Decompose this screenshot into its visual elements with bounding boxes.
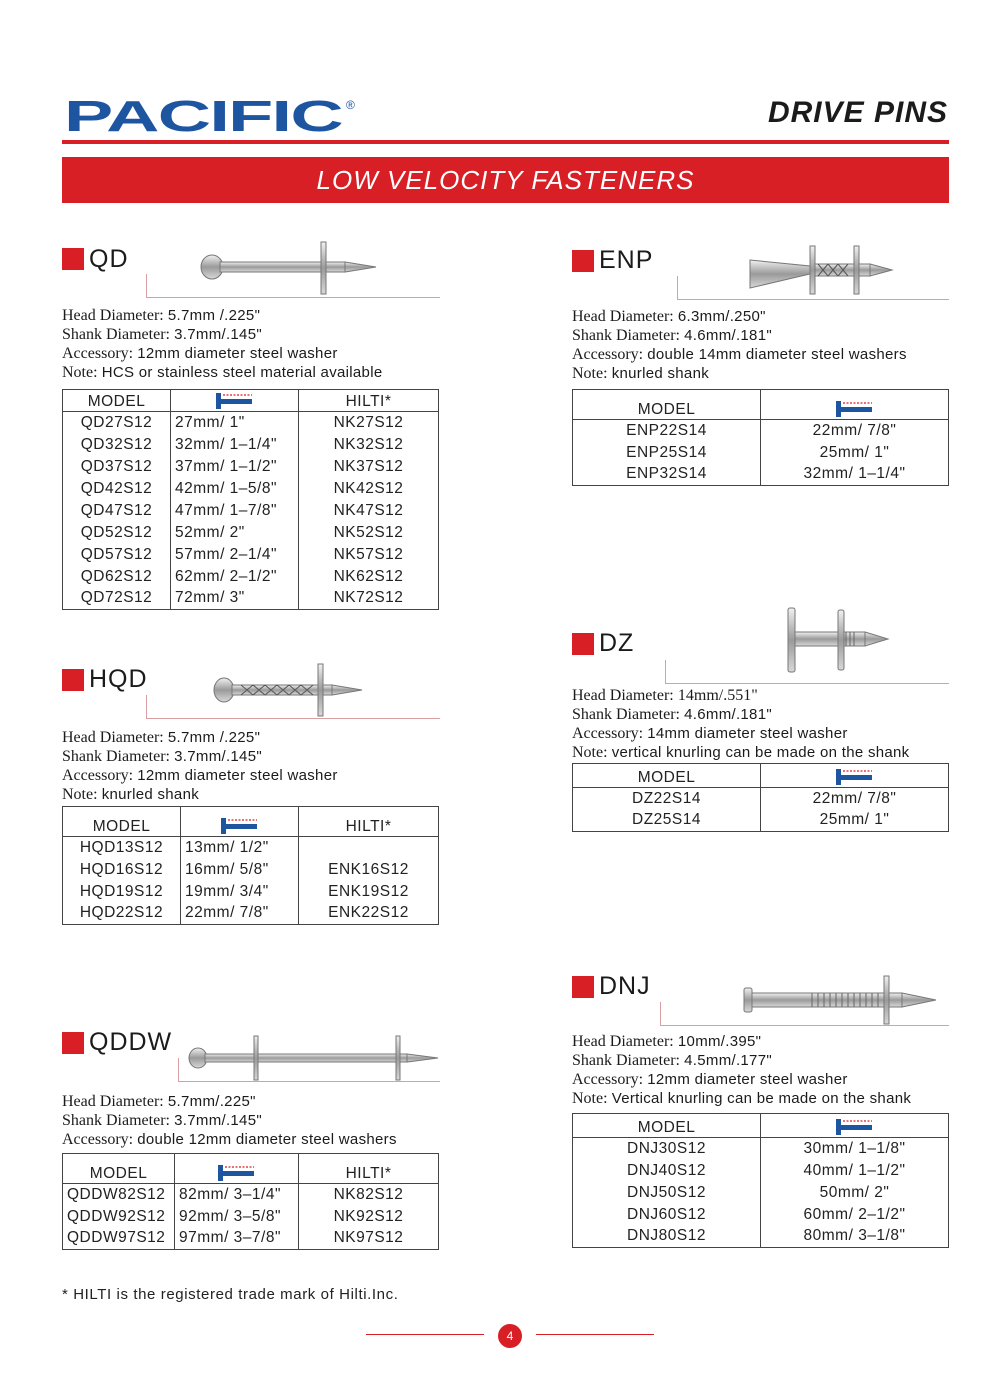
table-row [63, 859, 439, 881]
table-cell: 52mm/ 2" [171, 522, 299, 544]
section-title-dz: DZ [599, 629, 635, 657]
enp-pin-image [748, 242, 896, 298]
table-row [573, 464, 949, 486]
table-cell: 62mm/ 2–1/2" [171, 566, 299, 588]
table-row [63, 522, 439, 544]
table-row [63, 1184, 439, 1206]
table-cell: HQD16S12 [63, 859, 181, 881]
table-cell: HQD19S12 [63, 881, 181, 903]
table-cell: 97mm/ 3–7/8" [175, 1228, 299, 1250]
table-cell: 82mm/ 3–1/4" [175, 1184, 299, 1206]
col-hilti: HILTI* [299, 807, 439, 837]
section-title-enp: ENP [599, 246, 654, 274]
section-title-hqd: HQD [89, 665, 148, 693]
section-marker [62, 669, 84, 691]
pin-length-icon [834, 399, 876, 419]
table-cell: 40mm/ 1–1/2" [761, 1160, 949, 1182]
section-marker [62, 248, 84, 270]
col-length [761, 1114, 949, 1138]
col-model: MODEL [573, 1114, 761, 1138]
table-cell: QDDW82S12 [63, 1184, 175, 1206]
table-row [63, 837, 439, 859]
table-row [63, 881, 439, 903]
table-row [63, 1228, 439, 1250]
enp-table [572, 389, 949, 486]
table-row [63, 544, 439, 566]
table-cell: HQD22S12 [63, 903, 181, 925]
hqd-pin-image [213, 662, 365, 718]
hqd-table [62, 806, 439, 925]
table-cell: 25mm/ 1" [761, 442, 949, 464]
table-row [63, 903, 439, 925]
section-marker [572, 250, 594, 272]
table-cell: 13mm/ 1/2" [181, 837, 299, 859]
qd-pin-image [200, 240, 380, 296]
section-marker [572, 633, 594, 655]
section-marker [572, 976, 594, 998]
table-cell: 60mm/ 2–1/2" [761, 1204, 949, 1226]
qddw-pin-image [188, 1034, 440, 1082]
table-cell: NK57S12 [299, 544, 439, 566]
table-cell: 32mm/ 1–1/4" [171, 434, 299, 456]
table-cell: NK82S12 [299, 1184, 439, 1206]
table-row [573, 810, 949, 832]
table-row [63, 478, 439, 500]
table-cell: 30mm/ 1–1/8" [761, 1138, 949, 1160]
table-cell: ENK22S12 [299, 903, 439, 925]
table-row [63, 1206, 439, 1228]
table-cell: HQD13S12 [63, 837, 181, 859]
table-cell: 57mm/ 2–1/4" [171, 544, 299, 566]
pin-length-icon [216, 1163, 258, 1183]
table-row [573, 1160, 949, 1182]
table-row [573, 1204, 949, 1226]
table-cell: QD57S12 [63, 544, 171, 566]
table-cell: 32mm/ 1–1/4" [761, 464, 949, 486]
col-hilti: HILTI* [299, 390, 439, 412]
col-model: MODEL [63, 807, 181, 837]
qddw-table [62, 1153, 439, 1250]
table-cell: 72mm/ 3" [171, 588, 299, 610]
table-cell: 92mm/ 3–5/8" [175, 1206, 299, 1228]
table-cell: QD62S12 [63, 566, 171, 588]
table-cell: 80mm/ 3–1/8" [761, 1226, 949, 1248]
table-cell: DNJ40S12 [573, 1160, 761, 1182]
table-cell: QD72S12 [63, 588, 171, 610]
col-hilti: HILTI* [299, 1154, 439, 1184]
col-length [175, 1154, 299, 1184]
table-cell: ENP32S14 [573, 464, 761, 486]
dnj-pin-image [742, 974, 938, 1026]
table-cell: ENP25S14 [573, 442, 761, 464]
qd-specs: Head Diameter: 5.7mm /.225" Shank Diameter: 3.7mm/.145" Accessory: 12mm diameter steel washer Note: HCS or stainless steel material available [62, 307, 383, 381]
table-row [573, 788, 949, 810]
table-row [63, 566, 439, 588]
table-cell: 47mm/ 1–7/8" [171, 500, 299, 522]
table-cell: 42mm/ 1–5/8" [171, 478, 299, 500]
table-cell: 19mm/ 3/4" [181, 881, 299, 903]
footnote: * HILTI is the registered trade mark of Hilti.Inc. [62, 1286, 399, 1303]
col-model: MODEL [63, 1154, 175, 1184]
table-cell: DNJ30S12 [573, 1138, 761, 1160]
table-cell: NK47S12 [299, 500, 439, 522]
table-cell: NK37S12 [299, 456, 439, 478]
registered-mark: ® [346, 98, 355, 112]
col-length [761, 390, 949, 420]
dnj-table [572, 1113, 949, 1248]
col-model: MODEL [573, 390, 761, 420]
page-rule-right [536, 1334, 654, 1335]
section-marker [62, 1032, 84, 1054]
table-row [63, 412, 439, 434]
table-cell: 22mm/ 7/8" [761, 420, 949, 442]
dz-specs: Head Diameter: 14mm/.551" Shank Diameter: 4.6mm/.181" Accessory: 14mm diameter steel washer Note: vertical knurling can be made on the shank [572, 687, 910, 761]
brand-text: PACIFIC [64, 95, 343, 137]
table-cell: QD47S12 [63, 500, 171, 522]
table-cell: QD52S12 [63, 522, 171, 544]
table-row [63, 434, 439, 456]
table-row [573, 1226, 949, 1248]
table-cell: NK62S12 [299, 566, 439, 588]
pin-length-icon [219, 816, 261, 836]
section-title-dnj: DNJ [599, 972, 651, 1000]
table-cell: NK27S12 [299, 412, 439, 434]
table-cell: NK72S12 [299, 588, 439, 610]
table-row [573, 442, 949, 464]
table-row [63, 456, 439, 478]
table-cell: DNJ50S12 [573, 1182, 761, 1204]
pacific-logo [64, 95, 359, 137]
table-cell: NK52S12 [299, 522, 439, 544]
table-cell: NK42S12 [299, 478, 439, 500]
pin-length-icon [214, 391, 256, 411]
table-cell: 25mm/ 1" [761, 810, 949, 832]
table-cell: NK97S12 [299, 1228, 439, 1250]
table-cell [299, 837, 439, 859]
qd-table [62, 389, 439, 610]
category-banner: LOW VELOCITY FASTENERS [62, 157, 949, 203]
table-cell: 50mm/ 2" [761, 1182, 949, 1204]
table-cell: QD27S12 [63, 412, 171, 434]
col-length [761, 764, 949, 788]
table-cell: 37mm/ 1–1/2" [171, 456, 299, 478]
col-length [171, 390, 299, 412]
hqd-specs: Head Diameter: 5.7mm /.225" Shank Diameter: 3.7mm/.145" Accessory: 12mm diameter steel washer Note: knurled shank [62, 729, 338, 803]
table-cell: ENP22S14 [573, 420, 761, 442]
table-cell: NK92S12 [299, 1206, 439, 1228]
table-cell: QD42S12 [63, 478, 171, 500]
page-number: 4 [498, 1324, 522, 1348]
table-cell: DZ22S14 [573, 788, 761, 810]
pin-length-icon [834, 1117, 876, 1137]
table-cell: DNJ80S12 [573, 1226, 761, 1248]
table-row [573, 1182, 949, 1204]
table-row [63, 500, 439, 522]
col-model: MODEL [573, 764, 761, 788]
header-rule [62, 140, 949, 144]
table-cell: NK32S12 [299, 434, 439, 456]
col-length [181, 807, 299, 837]
page-title: DRIVE PINS [767, 96, 948, 129]
table-cell: QD37S12 [63, 456, 171, 478]
table-row [63, 588, 439, 610]
table-cell: ENK19S12 [299, 881, 439, 903]
table-cell: 27mm/ 1" [171, 412, 299, 434]
table-cell: 22mm/ 7/8" [761, 788, 949, 810]
section-title-qd: QD [89, 245, 129, 273]
enp-specs: Head Diameter: 6.3mm/.250" Shank Diameter: 4.6mm/.181" Accessory: double 14mm diameter steel washers Note: knurled shank [572, 308, 907, 382]
table-cell: 22mm/ 7/8" [181, 903, 299, 925]
col-model: MODEL [63, 390, 171, 412]
table-cell: ENK16S12 [299, 859, 439, 881]
pin-length-icon [834, 767, 876, 787]
section-title-qddw: QDDW [89, 1028, 173, 1056]
dz-table [572, 763, 949, 832]
qddw-specs: Head Diameter: 5.7mm/.225" Shank Diameter: 3.7mm/.145" Accessory: double 12mm diameter steel washers [62, 1093, 397, 1148]
table-cell: 16mm/ 5/8" [181, 859, 299, 881]
table-cell: DNJ60S12 [573, 1204, 761, 1226]
table-row [573, 420, 949, 442]
table-row [573, 1138, 949, 1160]
dnj-specs: Head Diameter: 10mm/.395" Shank Diameter: 4.5mm/.177" Accessory: 12mm diameter steel washer Note: Vertical knurling can be made on the shank [572, 1033, 912, 1107]
dz-pin-image [778, 604, 890, 676]
table-cell: QD32S12 [63, 434, 171, 456]
table-cell: DZ25S14 [573, 810, 761, 832]
table-cell: QDDW92S12 [63, 1206, 175, 1228]
page-rule-left [366, 1334, 484, 1335]
table-cell: QDDW97S12 [63, 1228, 175, 1250]
